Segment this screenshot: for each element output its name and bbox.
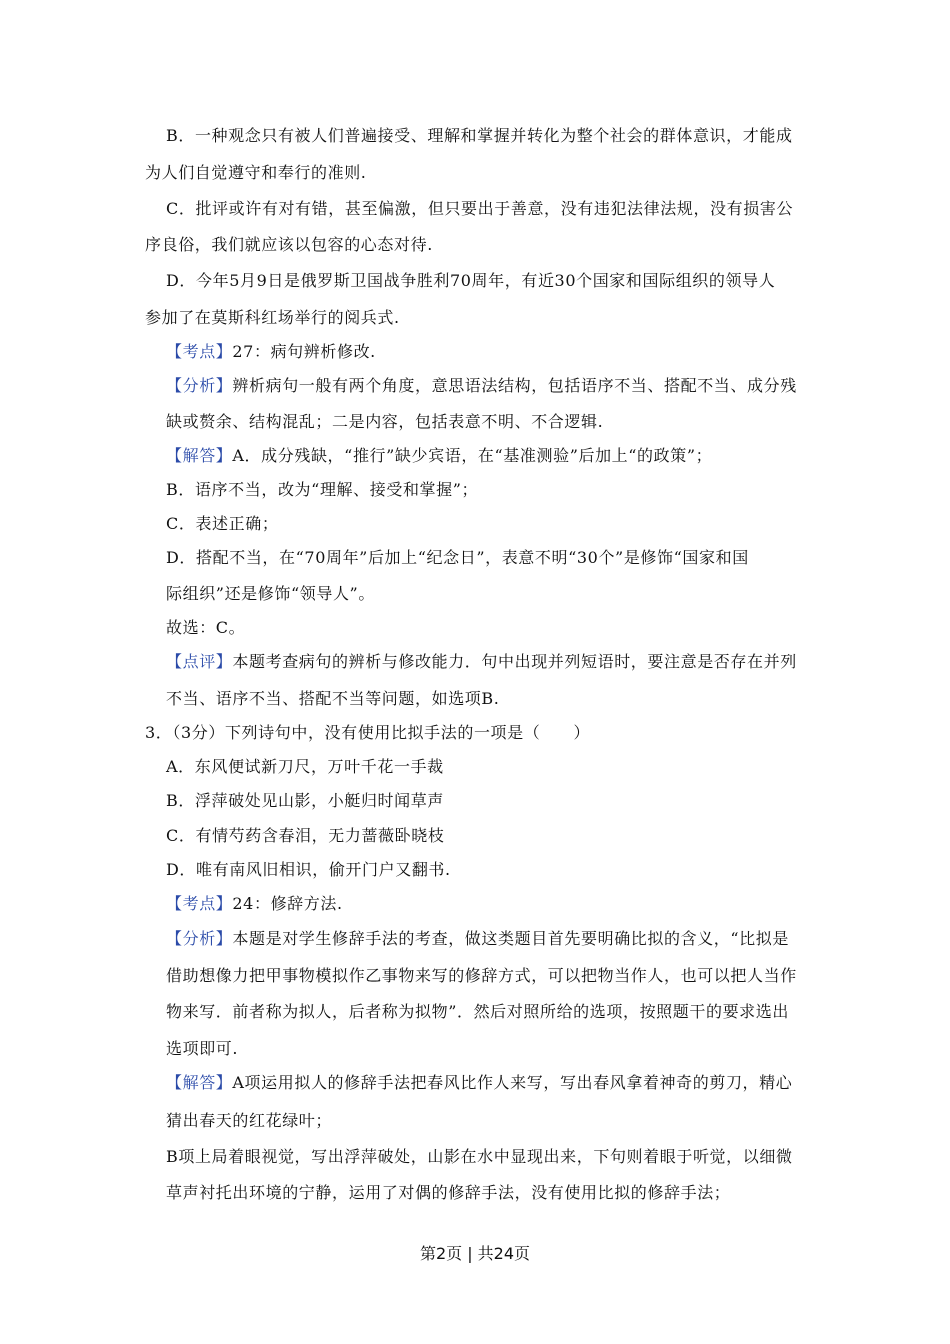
text-line: C．批评或许有对有错，甚至偏激，但只要出于善意，没有违犯法律法规，没有损害公: [166, 199, 794, 218]
option-b: B．浮萍破处见山影，小艇归时闻草声: [166, 791, 444, 810]
text-line: B．一种观念只有被人们普遍接受、理解和掌握并转化为整个社会的群体意识，才能成: [166, 126, 793, 145]
text-line: C．表述正确；: [166, 514, 279, 533]
text-line: B．语序不当，改为“理解、接受和掌握”；: [166, 480, 479, 499]
text-line: 【解答】A项运用拟人的修辞手法把春风比作人来写，写出春风拿着神奇的剪刀，精心: [166, 1073, 793, 1092]
text-line: 故选：C。: [166, 618, 246, 637]
option-a: A．东风便试新刀尺，万叶千花一手裁: [166, 757, 444, 776]
text-line: 借助想像力把甲事物模拟作乙事物来写的修辞方式，可以把物当作人，也可以把人当作: [166, 966, 797, 985]
text-line: 猜出春天的红花绿叶；: [166, 1111, 333, 1130]
text-line: 【解答】A．成分残缺，“推行”缺少宾语，在“基准测验”后加上“的政策”；: [166, 446, 713, 465]
option-c: C．有情芍药含春泪，无力蔷薇卧晓枝: [166, 826, 445, 845]
text-line: 【考点】24：修辞方法.: [166, 894, 343, 913]
text-line: B项上局着眼视觉，写出浮萍破处，山影在水中显现出来，下句则着眼于听觉，以细微: [166, 1147, 793, 1166]
section-tag: 【点评】: [166, 652, 233, 671]
text-line: 缺或赘余、结构混乱；二是内容，包括表意不明、不合逻辑.: [166, 412, 604, 431]
text-line: 参加了在莫斯科红场举行的阅兵式.: [145, 308, 400, 327]
text-line: 序良俗，我们就应该以包容的心态对待.: [145, 235, 433, 254]
text-line: 物来写．前者称为拟人，后者称为拟物”．然后对照所给的选项，按照题干的要求选出: [166, 1002, 789, 1021]
option-d: D．唯有南风旧相识，偷开门户又翻书.: [166, 860, 451, 879]
text-line: 【分析】辨析病句一般有两个角度，意思语法结构，包括语序不当、搭配不当、成分残: [166, 376, 797, 395]
section-tag: 【分析】: [166, 376, 233, 395]
section-tag: 【考点】: [166, 894, 233, 913]
text-line: 【考点】27：病句辨析修改.: [166, 342, 376, 361]
text-line: D．今年5月9日是俄罗斯卫国战争胜利70周年，有近30个国家和国际组织的领导人: [166, 271, 776, 290]
text-line: 【分析】本题是对学生修辞手法的考查，做这类题目首先要明确比拟的含义，“比拟是: [166, 929, 789, 948]
section-tag: 【考点】: [166, 342, 233, 361]
text-line: 不当、语序不当、搭配不当等问题，如选项B.: [166, 689, 500, 708]
section-tag: 【解答】: [166, 1073, 233, 1092]
text-line: D．搭配不当，在“70周年”后加上“纪念日”，表意不明“30个”是修饰“国家和国: [166, 548, 749, 567]
section-tag: 【解答】: [166, 446, 233, 465]
text-line: 际组织”还是修饰“领导人”。: [166, 584, 375, 603]
text-line: 选项即可.: [166, 1039, 239, 1058]
text-line: 草声衬托出环境的宁静，运用了对偶的修辞手法，没有使用比拟的修辞手法；: [166, 1183, 731, 1202]
text-line: 为人们自觉遵守和奉行的准则.: [145, 163, 367, 182]
question-stem: 3．（3分）下列诗句中，没有使用比拟手法的一项是（ ）: [145, 723, 591, 742]
text-line: 【点评】本题考查病句的辨析与修改能力．句中出现并列短语时，要注意是否存在并列: [166, 652, 797, 671]
section-tag: 【分析】: [166, 929, 233, 948]
page-footer: 第2页 | 共24页: [419, 1244, 531, 1263]
